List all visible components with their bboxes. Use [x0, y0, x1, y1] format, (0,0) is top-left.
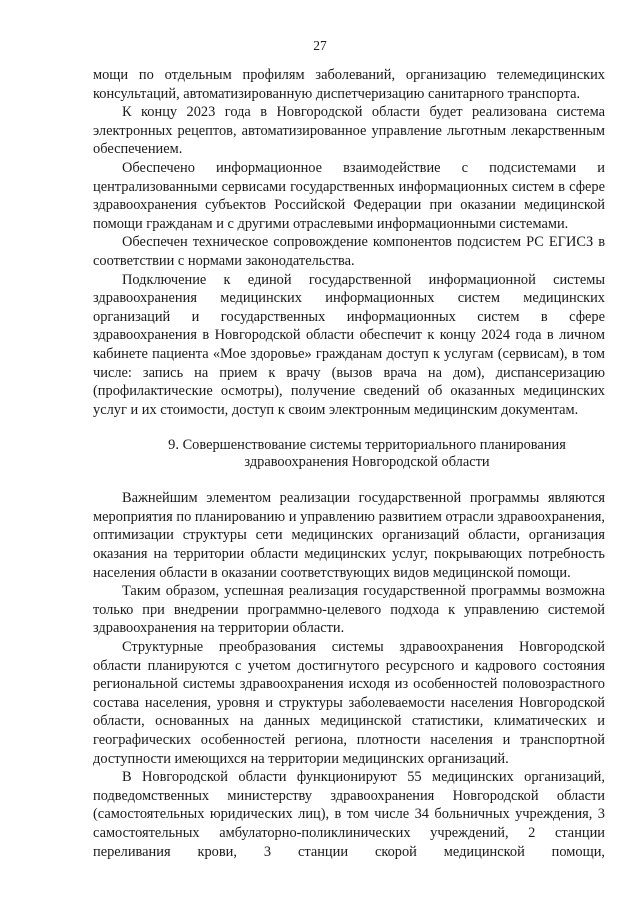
- paragraph: Таким образом, успешная реализация государственной программы возможна только при внедрении программно-целевого подхода к управлению системой здравоохранения на территории области.: [93, 583, 605, 637]
- document-body: [93, 66, 605, 861]
- paragraphs-after-heading: [93, 489, 605, 861]
- page-number: 27: [313, 38, 327, 53]
- paragraphs-before-heading: [93, 66, 605, 419]
- section-heading-line-1: 9. Совершенствование системы территориального планирования: [168, 437, 566, 454]
- paragraph: Обеспечен техническое сопровождение компонентов подсистем РС ЕГИСЗ в соответствии с нормами законодательства.: [93, 234, 605, 269]
- paragraph: Обеспечено информационное взаимодействие с подсистемами и централизованными сервисами государственных информационных систем в сфере здравоохранения субъектов Российской Федерации при оказании медицинской помощи гражданам и с другими отраслевыми информационными системами.: [93, 159, 605, 232]
- paragraph: К концу 2023 года в Новгородской области будет реализована система электронных рецептов, автоматизированное управление льготным лекарственным обеспечением.: [93, 104, 605, 158]
- paragraph: Подключение к единой государственной информационной системы здравоохранения медицинских информационных систем медицинских организаций и государственных информационных систем в сфере здравоохранения в Новгородской области обеспечит к концу 2024 года в личном кабинете пациента «Мое здоровье» гражданам доступ к услугам (сервисам), в том числе: запись на прием к врачу (вызов врача на дом), диспансеризацию (профилактические осмотры), получение сведений об оказанных медицинских услуг и их стоимости, доступ к своим электронным медицинским документам.: [93, 271, 605, 418]
- paragraph: Структурные преобразования системы здравоохранения Новгородской области планируются с учетом достигнутого ресурсного и кадрового состояния региональной системы здравоохранения исходя из особенностей половозрастного состава населения, уровня и структуры заболеваемости населения Новгородской области, основанных на данных медицинской статистики, климатических и географических особенностей региона, плотности населения и транспортной доступности имеющихся на территории медицинских организаций.: [93, 639, 605, 767]
- paragraph: В Новгородской области функционируют 55 медицинских организаций, подведомственных министерству здравоохранения Новгородской области (самостоятельных юридических лиц), в том числе 34 больничных учреждения, 3 самостоятельных амбулаторно-поликлинических учреждений, 2 станции переливания крови, 3 станции скорой медицинской помощи,: [93, 769, 605, 860]
- section-heading: [93, 437, 605, 470]
- paragraph: Важнейшим элементом реализации государственной программы являются мероприятия по планированию и управлению развитием отрасли здравоохранения, оптимизации структуры сети медицинских организаций области, организация оказания на территории области медицинских услуг, покрывающих потребность населения области в оказании соответствующих видов медицинской помощи.: [93, 490, 605, 581]
- paragraph: мощи по отдельным профилям заболеваний, организацию телемедицинских консультаций, автоматизированную диспетчеризацию санитарного транспорта.: [93, 67, 605, 102]
- section-heading-line-2: здравоохранения Новгородской области: [244, 453, 490, 470]
